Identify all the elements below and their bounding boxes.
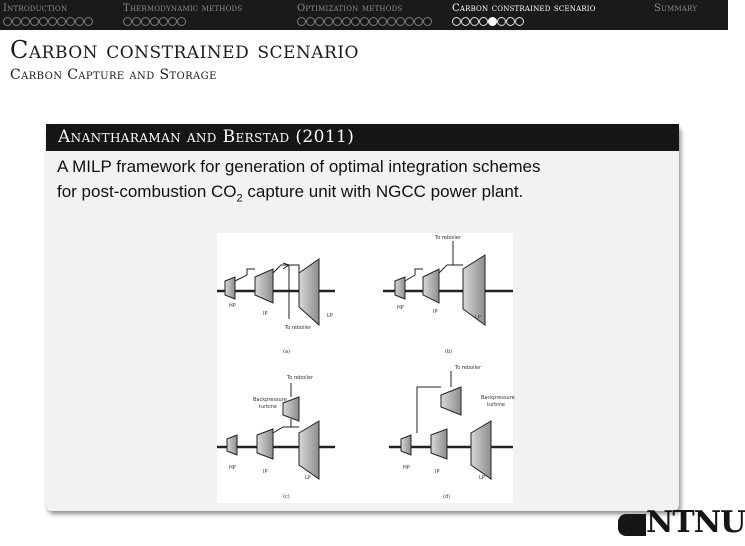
nav-section-optimization-methods[interactable]: Optimization methods [297,3,403,14]
ntnu-logo [612,505,745,546]
nav-frame-dot[interactable] [351,17,360,26]
label-panel-d: (d) [443,494,451,500]
block-heading: Anantharaman and Berstad (2011) [46,124,679,151]
label-b-to-reboiler: To reboiler [435,235,462,241]
label-a-lp: LP [327,313,333,319]
nav-frame-dot[interactable] [414,17,423,26]
integration-schemes-figure [217,233,513,503]
label-d-to-reboiler: To reboiler [455,365,482,371]
panel-a-schematic [217,259,335,325]
nav-frame-dot[interactable] [387,17,396,26]
ntnu-logo-text: NTNU [646,505,745,540]
description-line-1: A MILP framework for generation of optimal integration schemes [57,157,541,176]
nav-frame-dot[interactable] [21,17,30,26]
slide-subtitle: Carbon Capture and Storage [10,67,217,83]
nav-dots-thermodynamic-methods[interactable] [123,17,186,26]
nav-frame-dot[interactable] [423,17,432,26]
nav-frame-dot[interactable] [405,17,414,26]
label-a-ip: IP [263,311,268,317]
nav-frame-dot[interactable] [297,17,306,26]
turbine-schematic [217,233,513,503]
label-d-lp: LP [479,475,485,481]
nav-section-summary[interactable]: Summary [654,3,698,14]
nav-frame-dot[interactable] [378,17,387,26]
nav-dots-optimization-methods[interactable] [297,17,432,26]
label-d-hp: HP [403,465,410,471]
panel-b-schematic [383,241,513,325]
label-a-to-reboiler: To reboiler [285,325,312,331]
nav-frame-dot[interactable] [66,17,75,26]
nav-frame-dot[interactable] [132,17,141,26]
label-d-backpressure-1: Backpressure [481,395,515,401]
nav-dots-carbon-constrained-scenario[interactable] [452,17,524,26]
nav-frame-dot[interactable] [488,17,497,26]
block-description [57,154,540,211]
label-d-ip: IP [435,469,440,475]
nav-frame-dot[interactable] [479,17,488,26]
nav-frame-dot[interactable] [123,17,132,26]
nav-frame-dot[interactable] [315,17,324,26]
navigation-bar [0,0,728,30]
nav-section-carbon-constrained-scenario[interactable]: Carbon constrained scenario [452,3,596,14]
nav-frame-dot[interactable] [470,17,479,26]
nav-frame-dot[interactable] [141,17,150,26]
label-c-backpressure-1: Backpressure [253,397,287,403]
nav-frame-dot[interactable] [159,17,168,26]
label-b-lp: LP [475,315,481,321]
label-b-ip: IP [433,309,438,315]
label-c-hp: HP [229,465,236,471]
description-line-2-start: for post-combustion CO [57,182,237,201]
label-c-backpressure-2: turbine [259,404,277,410]
label-c-ip: IP [263,469,268,475]
label-c-to-reboiler: To reboiler [287,375,314,381]
nav-section-thermodynamic-methods[interactable]: Thermodynamic methods [123,3,243,14]
nav-frame-dot[interactable] [306,17,315,26]
nav-frame-dot[interactable] [168,17,177,26]
slide-title: Carbon constrained scenario [10,36,359,64]
nav-frame-dot[interactable] [30,17,39,26]
nav-frame-dot[interactable] [150,17,159,26]
nav-frame-dot[interactable] [342,17,351,26]
description-line-2-end: capture unit with NGCC power plant. [242,182,524,201]
nav-dots-introduction[interactable] [3,17,93,26]
citation-block [46,124,679,511]
nav-frame-dot[interactable] [452,17,461,26]
nav-frame-dot[interactable] [84,17,93,26]
panel-d-schematic [389,371,513,479]
nav-frame-dot[interactable] [57,17,66,26]
nav-frame-dot[interactable] [333,17,342,26]
label-panel-b: (b) [445,349,453,355]
nav-frame-dot[interactable] [75,17,84,26]
nav-frame-dot[interactable] [369,17,378,26]
description-line-2 [57,179,540,211]
nav-frame-dot[interactable] [3,17,12,26]
label-c-lp: LP [305,475,311,481]
nav-frame-dot[interactable] [324,17,333,26]
label-b-hp: HP [397,305,404,311]
nav-frame-dot[interactable] [360,17,369,26]
nav-frame-dot[interactable] [396,17,405,26]
nav-frame-dot[interactable] [506,17,515,26]
nav-frame-dot[interactable] [39,17,48,26]
label-panel-a: (a) [283,349,290,355]
nav-frame-dot[interactable] [48,17,57,26]
label-a-hp: HP [229,303,236,309]
label-d-backpressure-2: turbine [487,402,505,408]
nav-frame-dot[interactable] [12,17,21,26]
nav-frame-dot[interactable] [461,17,470,26]
label-panel-c: (c) [283,494,290,500]
ntnu-logo-mark [618,514,646,536]
nav-section-introduction[interactable]: Introduction [3,3,68,14]
co2-subscript: 2 [236,192,243,205]
nav-frame-dot[interactable] [177,17,186,26]
block-body [46,151,679,511]
nav-frame-dot[interactable] [515,17,524,26]
nav-frame-dot[interactable] [497,17,506,26]
